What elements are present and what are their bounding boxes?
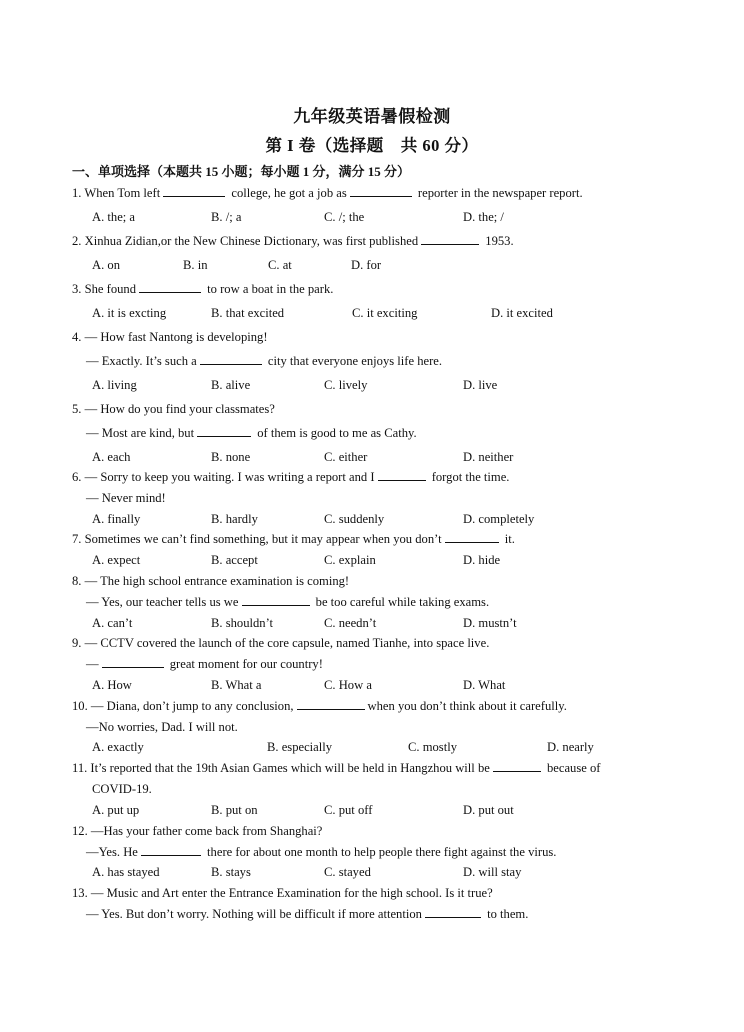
question-7-line-1	[72, 532, 515, 547]
question-7-option-D: D. hide	[463, 553, 501, 567]
answer-blank	[141, 845, 201, 856]
answer-blank	[197, 426, 251, 437]
question-2-option-D: D. for	[351, 258, 382, 272]
question-text: COVID-19.	[92, 782, 152, 796]
question-5-option-D: D. neither	[463, 450, 514, 464]
question-text: 7. Sometimes we can’t find something, but it may appear when you don’t	[72, 532, 442, 546]
answer-blank	[421, 234, 479, 245]
question-8-option-D: D. mustn’t	[463, 616, 517, 630]
question-10-option-D: D. nearly	[547, 740, 594, 754]
page-title: 九年级英语暑假检测	[293, 107, 451, 126]
question-text: 8. — The high school entrance examination is coming!	[72, 574, 350, 588]
answer-blank	[139, 282, 201, 293]
question-1-option-D: D. the; /	[463, 210, 504, 224]
question-3-option-A: A. it is excting	[92, 306, 167, 320]
question-3-option-D: D. it excited	[491, 306, 553, 320]
answer-blank	[163, 186, 225, 197]
question-12-option-D: D. will stay	[463, 865, 522, 879]
question-text: 5. — How do you find your classmates?	[72, 402, 275, 416]
question-13-line-1	[72, 886, 493, 901]
question-6-option-C: C. suddenly	[324, 512, 385, 526]
question-text: be too careful while taking exams.	[312, 595, 490, 609]
answer-blank	[297, 699, 365, 710]
question-text: 13. — Music and Art enter the Entrance Examination for the high school. Is it true?	[72, 886, 493, 900]
page-subtitle: 第 I 卷（选择题 共 60 分）	[265, 136, 479, 155]
question-text: 6. — Sorry to keep you waiting. I was writing a report and I	[72, 470, 375, 484]
question-6-option-D: D. completely	[463, 512, 535, 526]
question-5-option-B: B. none	[211, 450, 251, 464]
question-12-option-B: B. stays	[211, 865, 251, 879]
question-5-option-C: C. either	[324, 450, 368, 464]
question-7-option-B: B. accept	[211, 553, 258, 567]
question-text: — Yes, our teacher tells us we	[86, 595, 239, 609]
question-text: 1953.	[482, 234, 514, 248]
question-4-option-B: B. alive	[211, 378, 251, 392]
question-1-option-A: A. the; a	[92, 210, 136, 224]
question-9-option-B: B. What a	[211, 678, 262, 692]
question-8-option-C: C. needn’t	[324, 616, 377, 630]
question-text: 11. It’s reported that the 19th Asian Games which will be held in Hangzhou will be	[72, 761, 490, 775]
question-text: there for about one month to help people there fight against the virus.	[203, 845, 557, 859]
question-text: —Yes. He	[86, 845, 138, 859]
question-6-line-1	[72, 470, 509, 485]
question-11-option-B: B. put on	[211, 803, 258, 817]
question-text: 10. — Diana, don’t jump to any conclusion,	[72, 699, 294, 713]
question-11-option-A: A. put up	[92, 803, 140, 817]
answer-blank	[102, 657, 164, 668]
question-1-line-1	[72, 186, 583, 201]
question-5-line-1	[72, 402, 275, 417]
question-3-line-1	[72, 282, 333, 297]
question-6-option-B: B. hardly	[211, 512, 258, 526]
question-text: 2. Xinhua Zidian,or the New Chinese Dictionary, was first published	[72, 234, 419, 248]
question-6-option-A: A. finally	[92, 512, 141, 526]
question-11-line-2	[92, 782, 152, 797]
question-3-option-B: B. that excited	[211, 306, 285, 320]
question-4-option-A: A. living	[92, 378, 137, 392]
question-10-line-2	[86, 720, 238, 735]
question-text: 9. — CCTV covered the launch of the core capsule, named Tianhe, into space live.	[72, 636, 490, 650]
question-text: —	[86, 657, 99, 671]
question-text: because of	[543, 761, 601, 775]
question-text: reporter in the newspaper report.	[414, 186, 583, 200]
question-5-option-A: A. each	[92, 450, 131, 464]
question-2-option-C: C. at	[268, 258, 292, 272]
answer-blank	[425, 907, 481, 918]
question-text: 3. She found	[72, 282, 137, 296]
question-13-line-2	[86, 907, 528, 922]
question-2-option-B: B. in	[183, 258, 208, 272]
question-8-option-B: B. shouldn’t	[211, 616, 274, 630]
question-4-option-D: D. live	[463, 378, 498, 392]
answer-blank	[378, 470, 426, 481]
question-9-option-A: A. How	[92, 678, 132, 692]
answer-blank	[445, 532, 499, 543]
answer-blank	[350, 186, 412, 197]
question-text: —No worries, Dad. I will not.	[86, 720, 238, 734]
question-text: great moment for our country!	[166, 657, 323, 671]
question-7-option-A: A. expect	[92, 553, 141, 567]
question-9-line-1	[72, 636, 489, 651]
question-text: — Yes. But don’t worry. Nothing will be difficult if more attention	[86, 907, 422, 921]
question-4-line-1	[72, 330, 268, 345]
question-text: to them.	[483, 907, 529, 921]
question-9-option-D: D. What	[463, 678, 506, 692]
question-9-option-C: C. How a	[324, 678, 372, 692]
question-text: to row a boat in the park.	[204, 282, 334, 296]
answer-blank	[242, 595, 310, 606]
question-10-option-C: C. mostly	[408, 740, 457, 754]
question-3-option-C: C. it exciting	[352, 306, 418, 320]
question-8-line-1	[72, 574, 349, 589]
question-text: — Exactly. It’s such a	[86, 354, 197, 368]
answer-blank	[200, 354, 262, 365]
question-text: college, he got a job as	[228, 186, 347, 200]
question-text: when you don’t think about it carefully.	[367, 699, 567, 713]
question-2-line-1	[72, 234, 514, 249]
question-11-option-D: D. put out	[463, 803, 514, 817]
question-12-line-1	[72, 824, 322, 839]
question-1-option-B: B. /; a	[211, 210, 242, 224]
question-12-line-2	[86, 845, 556, 860]
question-text: of them is good to me as Cathy.	[254, 426, 417, 440]
question-text: city that everyone enjoys life here.	[264, 354, 443, 368]
question-11-line-1	[72, 761, 601, 776]
question-7-option-C: C. explain	[324, 553, 376, 567]
question-12-option-A: A. has stayed	[92, 865, 160, 879]
section-heading: 一、单项选择（本题共 15 小题；每小题 1 分，满分 15 分）	[72, 164, 411, 179]
question-text: 4. — How fast Nantong is developing!	[72, 330, 268, 344]
question-4-line-2	[86, 354, 442, 369]
question-9-line-2	[86, 657, 323, 672]
question-text: it.	[501, 532, 515, 546]
question-text: forgot the time.	[428, 470, 510, 484]
question-12-option-C: C. stayed	[324, 865, 371, 879]
question-text: — Never mind!	[86, 491, 166, 505]
question-1-option-C: C. /; the	[324, 210, 365, 224]
question-4-option-C: C. lively	[324, 378, 368, 392]
question-text: — Most are kind, but	[86, 426, 195, 440]
answer-blank	[493, 761, 541, 772]
question-10-line-1	[72, 699, 567, 714]
question-text: 1. When Tom left	[72, 186, 161, 200]
question-8-line-2	[86, 595, 489, 610]
question-8-option-A: A. can’t	[92, 616, 133, 630]
question-11-option-C: C. put off	[324, 803, 373, 817]
question-5-line-2	[86, 426, 417, 441]
question-text: 12. —Has your father come back from Shanghai?	[72, 824, 323, 838]
question-2-option-A: A. on	[92, 258, 120, 272]
question-6-line-2	[86, 491, 166, 506]
question-10-option-A: A. exactly	[92, 740, 144, 754]
question-10-option-B: B. especially	[267, 740, 333, 754]
